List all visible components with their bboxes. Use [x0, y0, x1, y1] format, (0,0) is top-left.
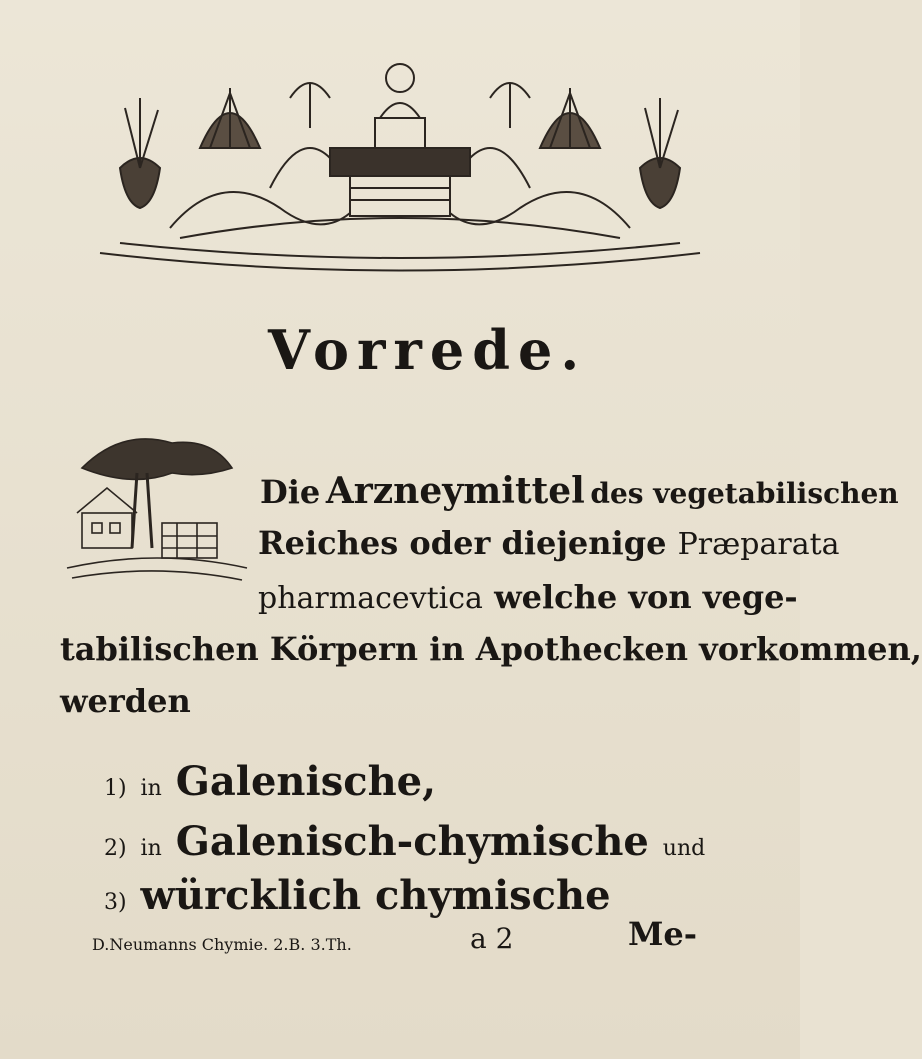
- text-segment: welche von vege-: [494, 578, 798, 616]
- list-number: 2): [104, 836, 127, 861]
- footer-source: D.Neumanns Chymie. 2.B. 3.Th.: [92, 935, 352, 954]
- list-tail: und: [662, 836, 706, 861]
- list-number: 1): [104, 776, 127, 801]
- tree-house-vignette: [62, 418, 252, 598]
- latin-term: pharmacevtica: [258, 581, 483, 616]
- list-preposition: in: [140, 836, 162, 861]
- signature-mark: a 2: [470, 922, 514, 955]
- list-preposition: in: [140, 776, 162, 801]
- text-line-4: tabilischen Körpern in Apothecken vorkommen,: [60, 630, 922, 668]
- text-line-3: [258, 578, 798, 616]
- list-text: Galenische,: [175, 758, 437, 805]
- text-segment: des vegetabilischen: [590, 477, 899, 510]
- text-line-2: [258, 524, 840, 562]
- latin-term: Præparata: [677, 527, 840, 562]
- page-title: Vorrede.: [268, 318, 588, 382]
- list-item: [104, 818, 705, 865]
- initial-word: Die: [260, 473, 321, 511]
- list-text: Galenisch-chymische: [175, 818, 649, 865]
- text-segment: Reiches oder diejenige: [258, 524, 667, 562]
- text-line-5: werden: [60, 682, 191, 720]
- list-number: 3): [104, 890, 127, 915]
- catchword: Me-: [628, 915, 698, 953]
- ornamental-headpiece: [80, 38, 720, 278]
- text-line-1: [260, 470, 899, 512]
- text-segment: Arzneymittel: [325, 470, 585, 512]
- list-item: [104, 872, 611, 919]
- list-item: [104, 758, 436, 805]
- list-text: würcklich chymische: [140, 872, 611, 919]
